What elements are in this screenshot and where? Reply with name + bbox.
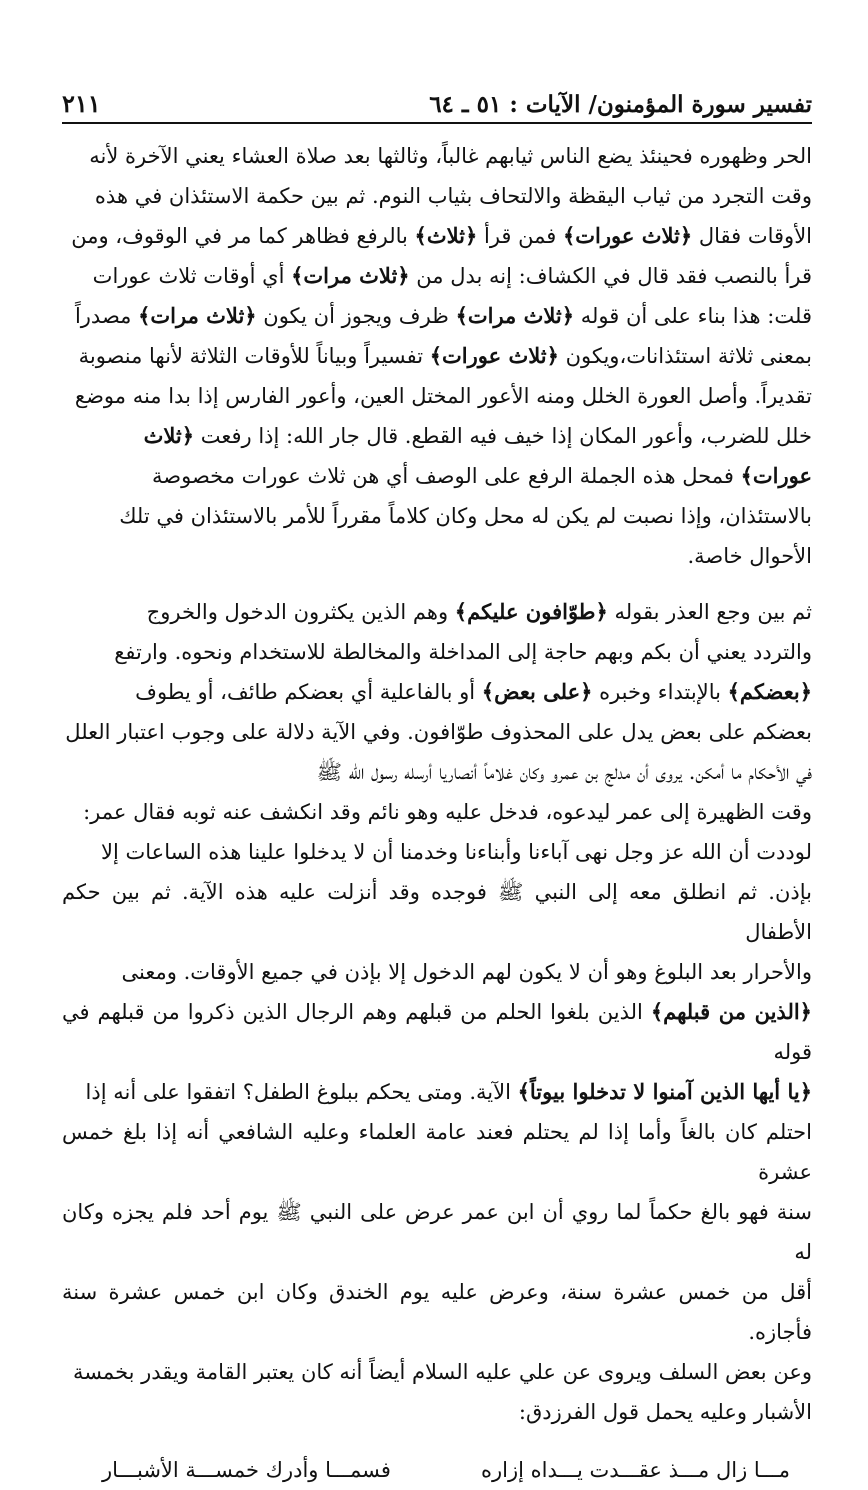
text-line: لوددت أن الله عز وجل نهى آباءنا وأبناءنا وخدمنا أن لا يدخلوا علينا هذه الساعات إلا <box>101 840 812 864</box>
text-line: ﴿الذين من قبلهم﴾ الذين بلغوا الحلم من قبلهم وهم الرجال الذين ذكروا من قبلهم في قوله <box>62 999 812 1064</box>
text-line: الأوقات فقال ﴿ثلاث عورات﴾ فمن قرأ ﴿ثلاث﴾ بالرفع فظاهر كما مر في الوقوف، ومن <box>71 223 812 248</box>
quran-quote: ﴿الذين من قبلهم﴾ <box>650 999 812 1024</box>
quran-quote: ﴿ثلاث عورات﴾ <box>429 343 559 368</box>
verse-second-hemistich: فسمـــا وأدرك خمســـة الأشبـــار <box>102 1458 391 1482</box>
quran-quote: ﴿بعضكم﴾ <box>727 679 812 704</box>
running-title: تفسير سورة المؤمنون/ الآيات : ٥١ ـ ٦٤ <box>429 91 812 118</box>
text-line: الأحوال خاصة. <box>687 544 812 568</box>
text-line: بعضكم على بعض يدل على المحذوف طوّافون. وفي الآية دلالة على وجوب اعتبار العلل <box>65 720 812 744</box>
text-line: بإذن. ثم انطلق معه إلى النبي ﷺ فوجده وقد أنزلت عليه هذه الآية. ثم بين حكم الأطفال <box>62 880 812 944</box>
text-line: والأحرار بعد البلوغ وهو أن لا يكون لهم الدخول إلا بإذن في جميع الأوقات. ومعنى <box>121 960 812 984</box>
page-body <box>62 136 812 1490</box>
text-line: احتلم كان بالغاً وأما إذا لم يحتلم فعند عامة العلماء وعليه الشافعي أنه إذا بلغ خمس عشرة <box>62 1120 812 1184</box>
quran-quote: ﴿ثلاث مرات﴾ <box>291 263 410 288</box>
text-line: سنة فهو بالغ حكماً لما روي أن ابن عمر عرض على النبي ﷺ يوم أحد فلم يجزه وكان له <box>62 1200 812 1264</box>
text-line: الحر وظهوره فحينئذ يضع الناس ثيابهم غالباً، وثالثها بعد صلاة العشاء يعني الآخرة لأنه <box>89 144 812 168</box>
text-line: وقت التجرد من ثياب اليقظة والالتحاف بثياب النوم. ثم بين حكمة الاستئذان في هذه <box>94 184 812 208</box>
text-line: ﴿يا أيها الذين آمنوا لا تدخلوا بيوتاً﴾ الآية. ومتى يحكم ببلوغ الطفل؟ اتفقوا على أنه إذا <box>85 1079 812 1104</box>
verse-first-hemistich: مـــا زال مـــذ عقـــدت يـــداه إزاره <box>481 1458 790 1482</box>
quran-quote: ﴿يا أيها الذين آمنوا لا تدخلوا بيوتاً﴾ <box>517 1079 812 1104</box>
quran-quote: ﴿ثلاث مرات﴾ <box>455 303 575 328</box>
text-line: بالاستئذان، وإذا نصبت لم يكن له محل وكان كلاماً مقرراً للأمر بالاستئذان في تلك <box>119 504 812 528</box>
poetry-verse <box>62 1450 812 1490</box>
text-line: قرأ بالنصب فقد قال في الكشاف: إنه بدل من ﴿ثلاث مرات﴾ أي أوقات ثلاث عورات <box>92 263 812 288</box>
quran-quote: ﴿ثلاث <box>143 423 195 448</box>
text-line: وقت الظهيرة إلى عمر ليدعوه، فدخل عليه وهو نائم وقد انكشف عنه ثوبه فقال عمر: <box>83 800 812 824</box>
text-line: تقديراً. وأصل العورة الخلل ومنه الأعور المختل العين، وأعور الفارس إذا بدا منه موضع <box>74 384 812 408</box>
text-line: الأشبار وعليه يحمل قول الفرزدق: <box>518 1400 812 1424</box>
quran-quote: ﴿طوّافون عليكم﴾ <box>454 599 608 624</box>
paragraph-2 <box>62 592 812 1432</box>
text-line: ثم بين وجع العذر بقوله ﴿طوّافون عليكم﴾ وهم الذين يكثرون الدخول والخروج <box>146 599 812 624</box>
paragraph-1 <box>62 136 812 576</box>
quran-quote: ﴿ثلاث مرات﴾ <box>138 303 257 328</box>
text-line: ﴿بعضكم﴾ بالإبتداء وخبره ﴿على بعض﴾ أو بالفاعلية أي بعضكم طائف، أو يطوف <box>135 679 812 704</box>
quran-quote: عورات﴾ <box>740 463 812 488</box>
text-line: أقل من خمس عشرة سنة، وعرض عليه يوم الخندق وكان ابن خمس عشرة سنة فأجازه. <box>62 1280 812 1344</box>
text-line: وعن بعض السلف ويروى عن علي عليه السلام أيضاً أنه كان يعتبر القامة ويقدر بخمسة <box>72 1360 812 1384</box>
text-line: قلت: هذا بناء على أن قوله ﴿ثلاث مرات﴾ ظرف ويجوز أن يكون ﴿ثلاث مرات﴾ مصدراً <box>74 303 812 328</box>
text-line: في الأحكام ما أمكن. يروى أن مدلج بن عمرو وكان غلاماً أنصاريا أرسله رسول الله ﷺ <box>316 760 812 784</box>
page-header <box>62 78 812 124</box>
quran-quote: ﴿ثلاث﴾ <box>414 223 478 248</box>
text-line: عورات﴾ فمحل هذه الجملة الرفع على الوصف أي هن ثلاث عورات مخصوصة <box>152 463 812 488</box>
quran-quote: ﴿ثلاث عورات﴾ <box>562 223 693 248</box>
page-number: ٢١١ <box>62 89 101 118</box>
text-line: والتردد يعني أن بكم وبهم حاجة إلى المداخلة والمخالطة للاستخدام ونحوه. وارتفع <box>114 640 812 664</box>
quran-quote: ﴿على بعض﴾ <box>481 679 593 704</box>
text-line: خلل للضرب، وأعور المكان إذا خيف فيه القطع. قال جار الله: إذا رفعت ﴿ثلاث <box>143 423 812 448</box>
text-line: بمعنى ثلاثة استئذانات،ويكون ﴿ثلاث عورات﴾ تفسيراً وبياناً للأوقات الثلاثة لأنها منصوبة <box>78 343 812 368</box>
